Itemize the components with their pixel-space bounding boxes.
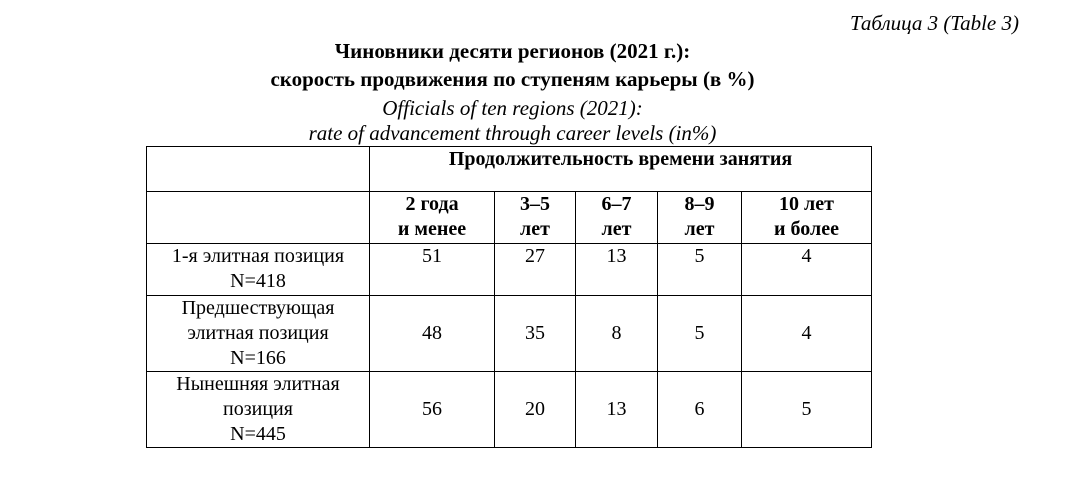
table-cell: 51 [370, 244, 495, 296]
column-header-line: 6–7 [601, 193, 632, 215]
empty-header-cell [147, 147, 370, 192]
row-label-line: N=418 [230, 270, 286, 292]
title-en-line-1: Officials of ten regions (2021): [382, 96, 643, 120]
column-header-line: 10 лет [779, 193, 834, 215]
row-label-line: N=445 [230, 423, 286, 445]
column-header [742, 192, 872, 244]
table-cell: 56 [370, 372, 495, 448]
table-cell: 27 [495, 244, 576, 296]
column-header-line: 2 года [405, 193, 459, 215]
table-cell: 13 [576, 244, 658, 296]
column-header-line: лет [684, 218, 715, 240]
group-header: Продолжительность времени занятия [370, 147, 872, 192]
row-label [147, 244, 370, 296]
column-header [658, 192, 742, 244]
advancement-table [146, 146, 872, 448]
table-cell: 5 [658, 296, 742, 372]
row-label [147, 372, 370, 448]
row-label-line: элитная позиция [187, 322, 329, 344]
table-cell: 6 [658, 372, 742, 448]
table-row [147, 296, 872, 372]
table-cell: 35 [495, 296, 576, 372]
row-label-line: N=166 [230, 347, 286, 369]
table-row [147, 372, 872, 448]
title-en-line-2: rate of advancement through career levels (in%) [308, 121, 717, 145]
table-header-row-columns [147, 192, 872, 244]
empty-header-cell [147, 192, 370, 244]
column-header-line: 3–5 [520, 193, 550, 215]
table-cell: 8 [576, 296, 658, 372]
column-header-line: и менее [397, 218, 467, 240]
row-label-line: Нынешняя элитная [176, 373, 340, 395]
column-header-line: 8–9 [684, 193, 715, 215]
title-ru-line-1: Чиновники десяти регионов (2021 г.): [334, 39, 691, 63]
row-label-line: позиция [223, 398, 293, 420]
table-cell: 5 [742, 372, 872, 448]
table-row [147, 244, 872, 296]
column-header [576, 192, 658, 244]
table-cell: 4 [742, 244, 872, 296]
column-header [495, 192, 576, 244]
column-header-line: лет [520, 218, 550, 240]
table-cell: 48 [370, 296, 495, 372]
table-cell: 4 [742, 296, 872, 372]
table-cell: 20 [495, 372, 576, 448]
column-header-line: лет [601, 218, 632, 240]
column-header [370, 192, 495, 244]
table-number-label: Таблица 3 (Table 3) [849, 11, 1019, 35]
table-header-row-group [147, 147, 872, 192]
row-label-line: Предшествующая [181, 297, 335, 319]
table-cell: 5 [658, 244, 742, 296]
row-label-line: 1-я элитная позиция [171, 245, 345, 267]
table-cell: 13 [576, 372, 658, 448]
column-header-line: и более [774, 218, 839, 240]
title-ru-line-2: скорость продвижения по ступеням карьеры (в %) [270, 67, 755, 91]
row-label [147, 296, 370, 372]
